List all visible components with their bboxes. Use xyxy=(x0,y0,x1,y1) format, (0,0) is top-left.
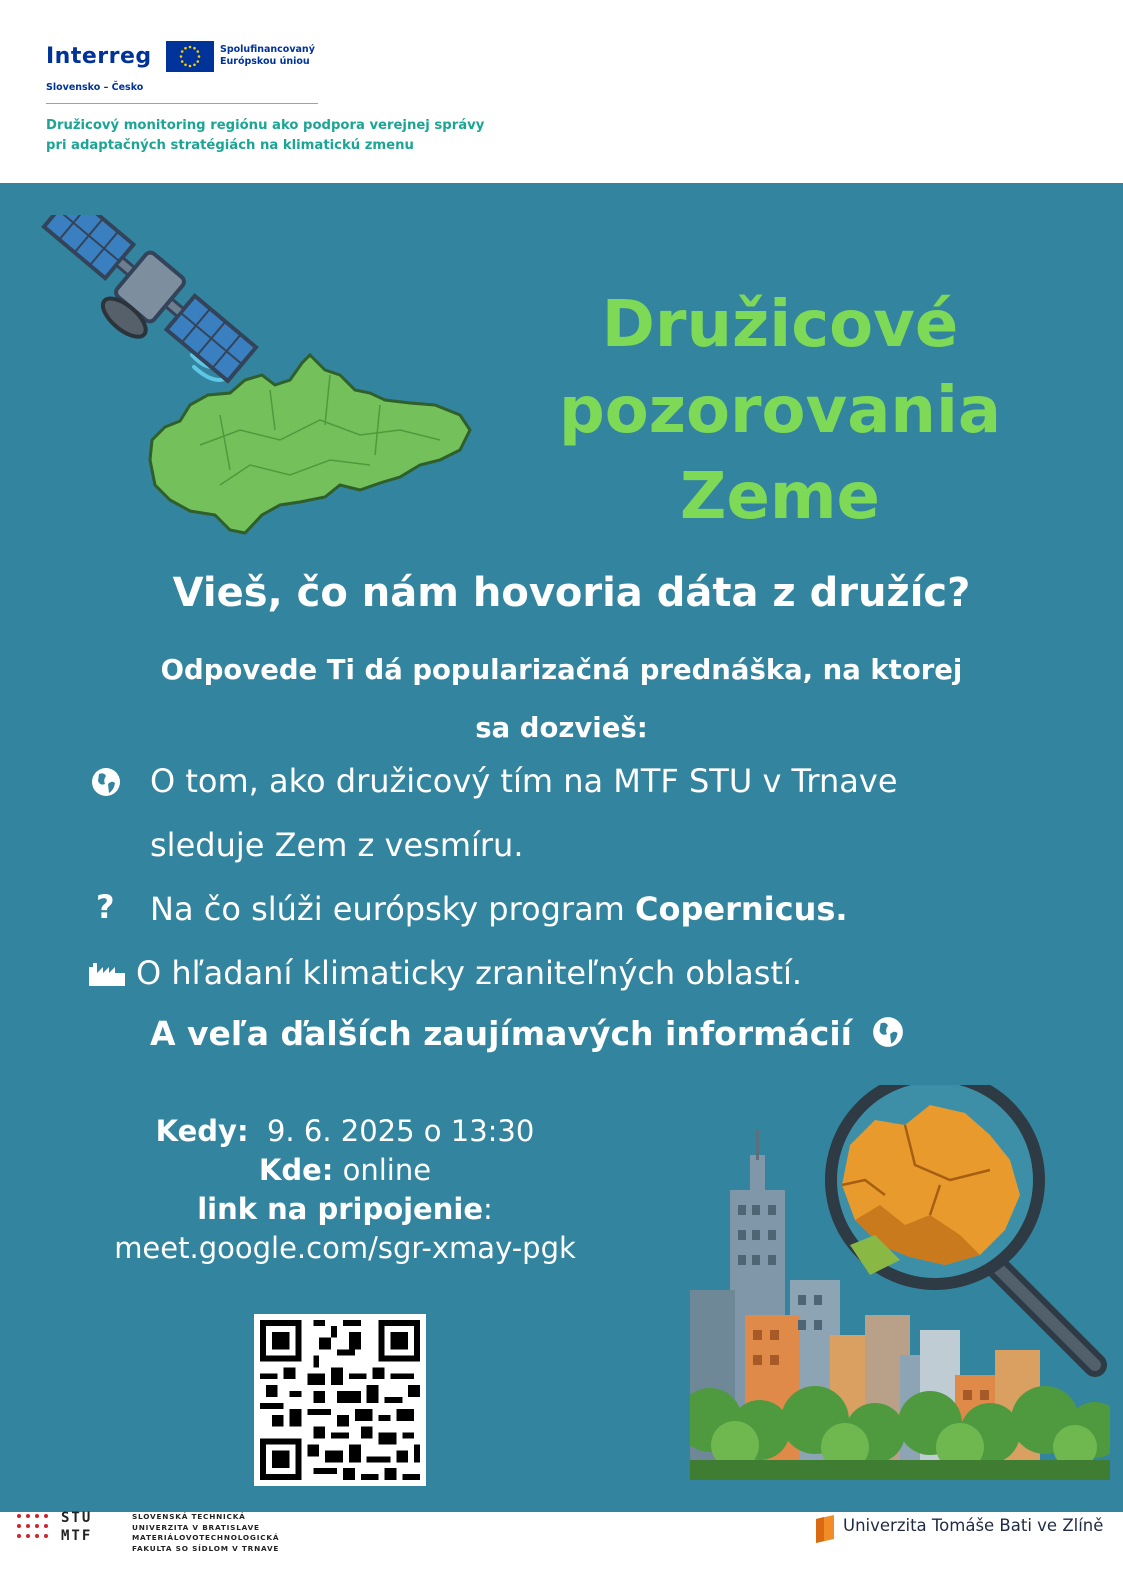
stu-dots-icon xyxy=(16,1512,56,1548)
where-label: Kde: xyxy=(258,1153,334,1187)
mtf-short: MTF xyxy=(61,1528,93,1544)
project-title xyxy=(46,116,484,156)
header-divider xyxy=(46,103,318,104)
interreg-logo: Interreg xyxy=(46,44,152,69)
stu-line2: UNIVERZITA V BRATISLAVE xyxy=(132,1522,260,1532)
bullet-2 xyxy=(150,890,848,928)
link-row xyxy=(60,1190,630,1229)
main-title-line1: Družicové xyxy=(601,288,959,362)
main-title-line3: Zeme xyxy=(680,460,880,534)
utb-name: Univerzita Tomáše Bati ve Zlíně xyxy=(843,1516,1104,1535)
stu-description xyxy=(132,1512,279,1554)
cofunded-line1: Spolufinancovaný xyxy=(220,44,315,55)
meeting-link[interactable]: meet.google.com/sgr-xmay-pgk xyxy=(114,1231,576,1265)
stu-logo-text xyxy=(61,1509,92,1545)
when-row xyxy=(60,1112,630,1151)
project-title-line1: Družicový monitoring regiónu ako podpora verejnej správy xyxy=(46,118,485,133)
intro-line1: Odpovede Ti dá popularizačná prednáška, na ktorej xyxy=(160,654,963,686)
project-title-line2: pri adaptačných stratégiách na klimatickú zmenu xyxy=(46,138,414,153)
bullet-2-bold: Copernicus. xyxy=(635,890,848,928)
when-value: 9. 6. 2025 o 13:30 xyxy=(266,1114,535,1148)
city-magnifier-illustration xyxy=(690,1085,1110,1499)
intro-text xyxy=(60,641,1063,757)
event-details xyxy=(60,1112,630,1268)
cofunded-line2: Európskou úniou xyxy=(220,56,310,67)
stu-short: STU xyxy=(61,1510,93,1526)
where-value: online xyxy=(342,1153,432,1187)
region-label: Slovensko – Česko xyxy=(46,82,144,93)
bullet-3: O hľadaní klimaticky zraniteľných oblastí. xyxy=(136,954,803,992)
bullet-2-text: Na čo slúži európsky program xyxy=(150,890,636,928)
link-label: link na pripojenie xyxy=(197,1192,483,1226)
link-colon: : xyxy=(483,1192,493,1226)
bullet-1-line2: sleduje Zem z vesmíru. xyxy=(150,826,524,864)
stu-line1: SLOVENSKÁ TECHNICKÁ xyxy=(132,1512,246,1521)
factory-icon xyxy=(88,961,126,991)
cofunded-text xyxy=(220,44,315,68)
stu-line3: MATERIÁLOVOTECHNOLOGICKÁ xyxy=(132,1533,280,1542)
qr-code[interactable] xyxy=(254,1314,426,1486)
where-row xyxy=(60,1151,630,1190)
when-label: Kedy: xyxy=(155,1114,249,1148)
intro-line2: sa dozvieš: xyxy=(475,712,648,744)
closing-line xyxy=(150,1014,905,1057)
utb-logo-icon xyxy=(816,1515,836,1547)
closing-text: A veľa ďalších zaujímavých informácií xyxy=(150,1014,852,1053)
globe-icon xyxy=(871,1015,905,1057)
globe-icon xyxy=(90,766,122,802)
question-heading: Vieš, čo nám hovoria dáta z družíc? xyxy=(172,570,971,616)
main-title xyxy=(520,282,1040,540)
satellite-map-illustration xyxy=(40,215,480,549)
question-icon: ? xyxy=(96,888,115,926)
eu-flag-icon xyxy=(166,41,214,72)
bullet-1-line1: O tom, ako družicový tím na MTF STU v Trnave xyxy=(150,762,898,800)
main-title-line2: pozorovania xyxy=(558,374,1002,448)
stu-line4: FAKULTA SO SÍDLOM V TRNAVE xyxy=(132,1543,280,1553)
